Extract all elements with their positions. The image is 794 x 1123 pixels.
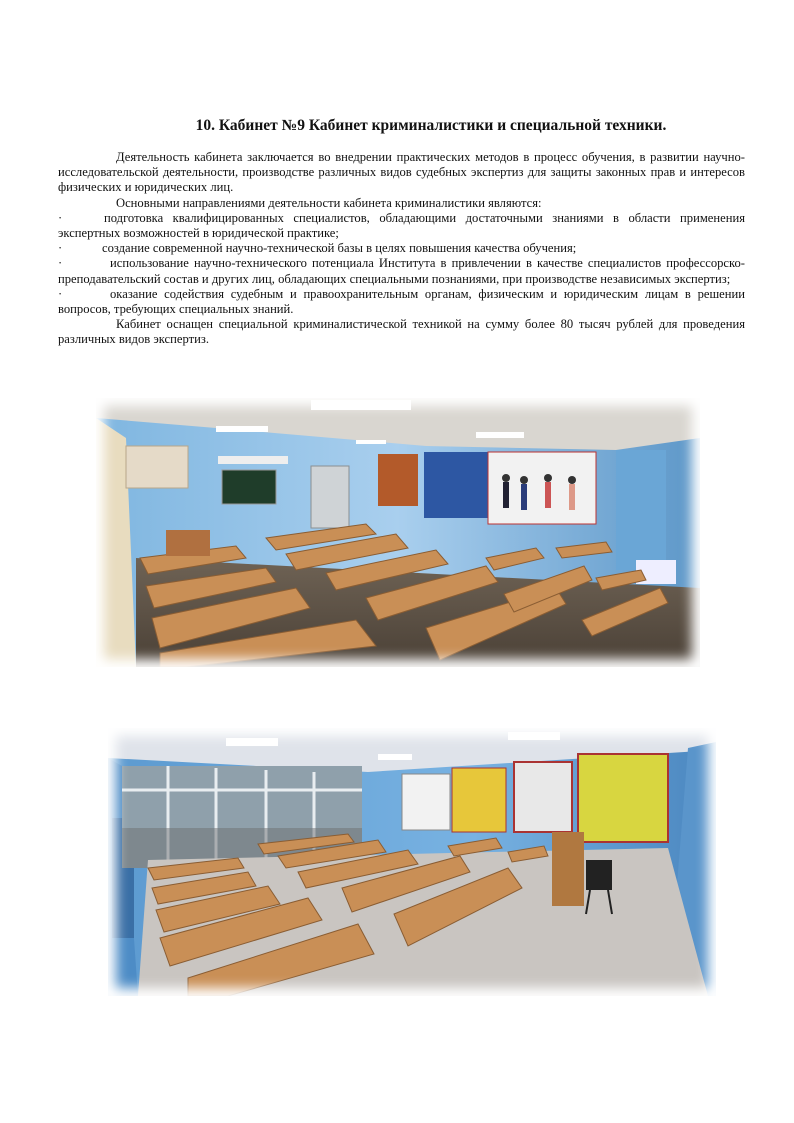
list-item <box>58 256 745 286</box>
list-item <box>58 241 745 256</box>
bullet-marker: · <box>58 241 63 256</box>
directions-heading: Основными направлениями деятельности кабинета криминалистики являются: <box>116 195 542 210</box>
intro-paragraph: Деятельность кабинета заключается во внедрении практических методов в процесс обучения, в развитии научно-исследовательской деятельности, производстве различных видов судебных экспертиз для защиты законных прав и интересов физических и юридических лиц. <box>58 150 745 195</box>
bullet-marker: · <box>58 256 63 271</box>
classroom-photo-1 <box>96 398 700 667</box>
list-item <box>58 287 745 317</box>
classroom-photo-2-image <box>108 728 716 996</box>
list-item-text: создание современной научно-технической базы в целях повышения качества обучения; <box>102 241 577 256</box>
equipment-paragraph: Кабинет оснащен специальной криминалистической техникой на сумму более 80 тысяч рублей для проведения различных видов экспертиз. <box>58 317 745 347</box>
section-title: 10. Кабинет №9 Кабинет криминалистики и специальной техники. <box>195 117 667 134</box>
bullet-marker: · <box>58 210 63 225</box>
section-body <box>58 150 745 348</box>
list-item <box>58 211 745 241</box>
list-item-text: подготовка квалифицированных специалистов, обладающими достаточными знаниями в области применения экспертных возможностей в юридической практике; <box>58 210 745 241</box>
bullet-marker: · <box>58 286 63 301</box>
classroom-photo-1-image <box>96 398 700 667</box>
classroom-photo-2 <box>108 728 716 996</box>
list-item-text: оказание содействия судебным и правоохранительным органам, физическим и юридическим лицам в решении вопросов, требующих специальных знаний. <box>58 286 745 317</box>
list-item-text: использование научно-технического потенциала Института в привлечении в качестве специалистов профессорско-преподавательский состав и других лиц, обладающих специальными познаниями, при производстве независимых экспертиз; <box>58 256 745 286</box>
